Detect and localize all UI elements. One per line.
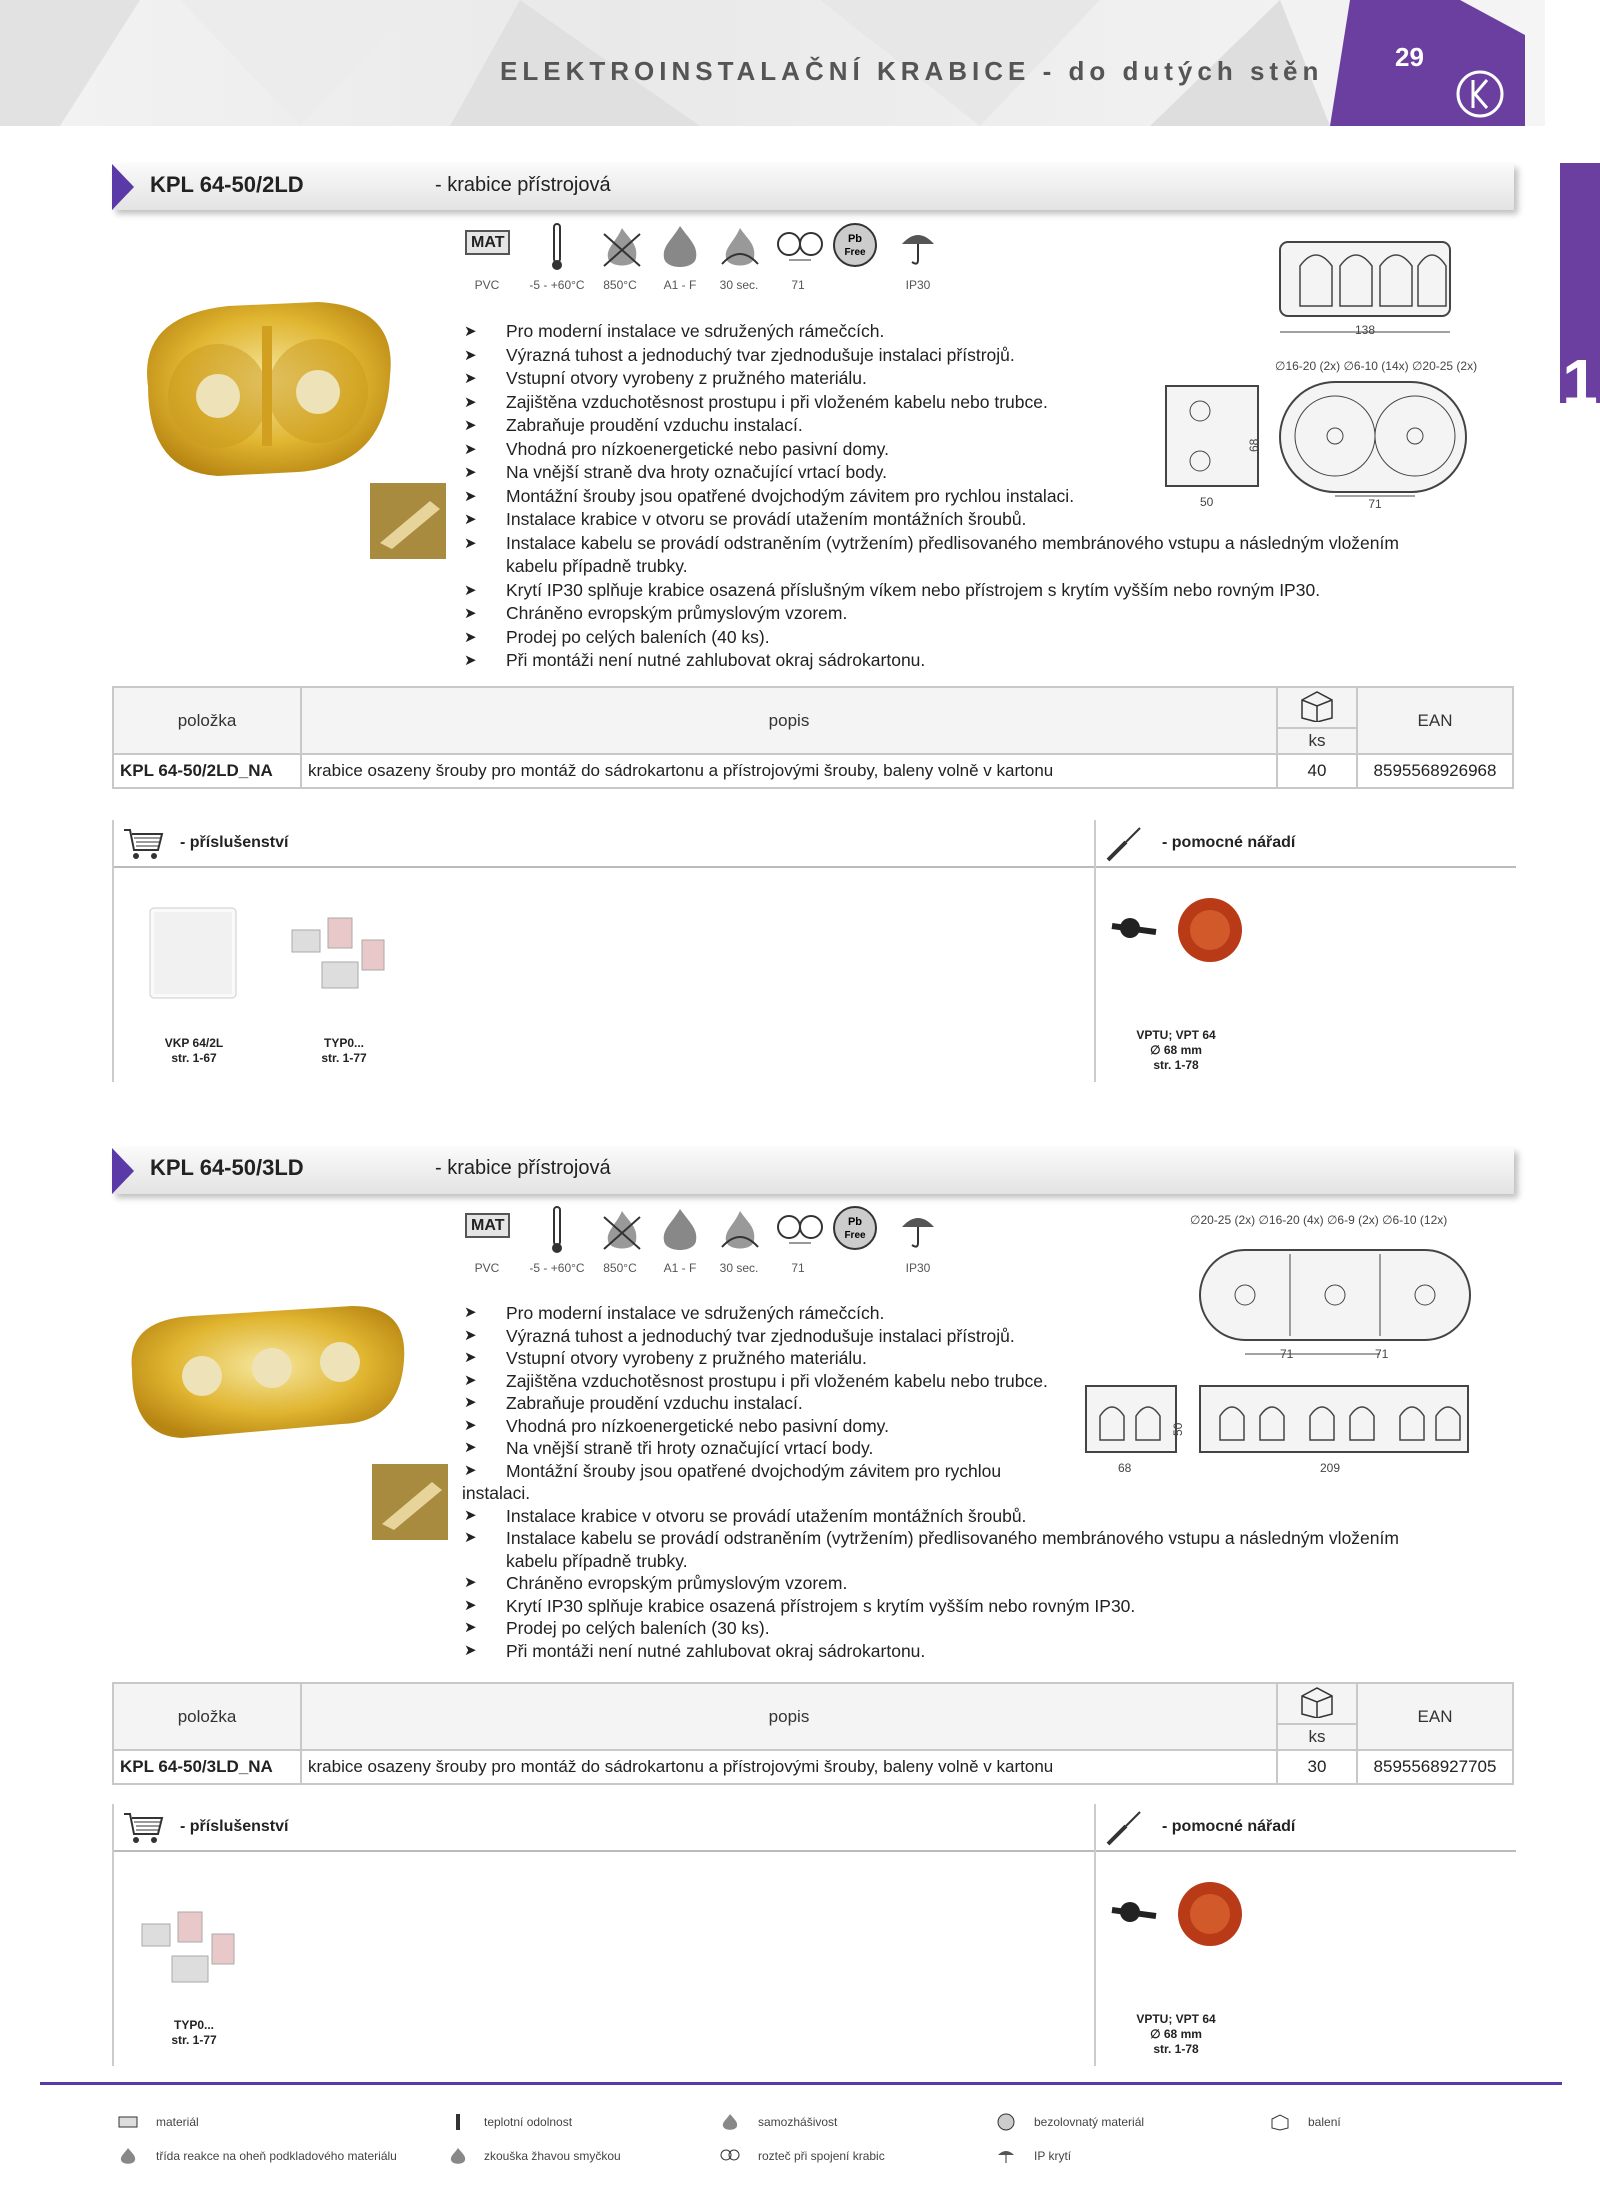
feature-list: ➤ Pro moderní instalace ve sdružených rámečcích. ➤ Výrazná tuhost a jednoduchý tvar zjednodušuje instalaci přístrojů. ➤ Vstupní otvory vyrobeny z pružného materiálu. ➤ Zajištěna vzduchotěsnost prostupu i při vloženém kabelu nebo trubce. ➤ Zabraňuje proudění vzduchu instalací. ➤ Vhodná pro nízkoenergetické nebo pasivní domy. ➤ Na vnější straně tři hroty označující vrtací body. ➤ Montážní šrouby jsou opatřené dvojchodým závitem pro rychlou instalaci. ➤ Instalace krabice v otvoru se provádí utažením montážních šroubů. ➤ Instalace kabelu se provádí odstraněním (vytržením) předlisovaného membránového vstupu a následným vložením kabelu případně trubky. ➤ Chráněno evropským průmyslovým vzorem. ➤ Krytí IP30 splňuje krabice osazená přístrojem s krytím vyšším nebo rovným IP30. ➤ Prodej po celých baleních (30 ks). ➤ Při montáži není nutné zahlubovat okraj sádrokartonu. [462, 1302, 1462, 1662]
drill-bit-image [1106, 1870, 1256, 1960]
product-image [128, 296, 408, 486]
feature-list: ➤ Pro moderní instalace ve sdružených rámečcích. ➤ Výrazná tuhost a jednoduchý tvar zjednodušuje instalaci přístrojů. ➤ Vstupní otvory vyrobeny z pružného materiálu. ➤ Zajištěna vzduchotěsnost prostupu i při vloženém kabelu nebo trubce. ➤ Zabraňuje proudění vzduchu instalací. ➤ Vhodná pro nízkoenergetické nebo pasivní domy. ➤ Na vnější straně dva hroty označující vrtací body. ➤ Montážní šrouby jsou opatřené dvojchodým závitem pro rychlou instalaci. ➤ Instalace krabice v otvoru se provádí utažením montážních šroubů. ➤ Instalace kabelu se provádí odstraněním (vytržením) předlisovaného membránového vstupu a následným vložením kabelu případně trubky. ➤ Krytí IP30 splňuje krabice osazená příslušným víkem nebo přístrojem s krytím vyšším nebo rovným IP30. ➤ Chráněno evropským průmyslovým vzorem. ➤ Prodej po celých baleních (40 ks). ➤ Při montáži není nutné zahlubovat okraj sádrokartonu. [462, 320, 1462, 673]
connector-image [134, 1904, 244, 1994]
page-number: 29 [1395, 42, 1424, 72]
self-extinguishing-icon [600, 1207, 644, 1253]
table-row: KPL 64-50/2LD_NA [113, 754, 301, 788]
page-title: ELEKTROINSTALAČNÍ KRABICE - do dutých stěn [500, 56, 1324, 86]
svg-text:Free: Free [844, 1230, 866, 1241]
box-icon [1270, 2113, 1290, 2131]
glow-wire-icon [448, 2147, 468, 2165]
accessories-panel: - příslušenství TYP0... str. 1-77 [112, 1804, 1114, 2066]
glow-wire-icon [718, 224, 762, 270]
lead-free-icon [996, 2113, 1016, 2131]
svg-text:Pb: Pb [847, 1216, 863, 1228]
connector-image [284, 910, 394, 1000]
lead-free-icon [832, 1205, 878, 1251]
svg-text:71: 71 [1375, 1347, 1389, 1361]
product-code: KPL 64-50/3LD [150, 1155, 304, 1180]
product-type: - krabice přístrojová [435, 1157, 611, 1179]
ip-rating-icon [996, 2147, 1016, 2165]
fire-class-icon [118, 2147, 138, 2165]
box-spacing-icon [776, 1213, 824, 1253]
screw-detail-image [372, 1464, 448, 1540]
material-icon [118, 2113, 138, 2131]
fire-class-icon [658, 1207, 702, 1253]
svg-text:71: 71 [1280, 1347, 1294, 1361]
svg-text:138: 138 [1354, 323, 1376, 337]
svg-text:50: 50 [1200, 495, 1214, 509]
thermometer-icon [547, 1205, 567, 1255]
section-header-bar [112, 164, 1514, 210]
svg-text:71: 71 [1368, 497, 1382, 511]
thermometer-icon [448, 2113, 468, 2131]
chapter-number: 1 [1562, 346, 1598, 418]
product-table: položka popis EAN ks KPL 64-50/3LD_NA krabice osazeny šrouby pro montáž do sádrokartonu a přístrojovými šrouby, baleny volně v kartonu 30 8595568927705 [112, 1682, 1514, 1785]
ip-rating-icon [898, 1209, 938, 1253]
table-row: KPL 64-50/3LD_NA [113, 1750, 301, 1784]
box-spacing-icon [776, 230, 824, 270]
svg-text:Free: Free [844, 247, 866, 258]
cart-icon [122, 826, 164, 862]
product-table: položka popis EAN ks KPL 64-50/2LD_NA krabice osazeny šrouby pro montáž do sádrokartonu a přístrojovými šrouby, baleny volně v kartonu 40 8595568926968 [112, 686, 1514, 789]
svg-text:209: 209 [1319, 1461, 1341, 1475]
svg-text:∅16-20 (2x) ∅6-10 (14x) ∅20-: ∅16-20 (2x) ∅6-10 (14x) ∅20-25 (2x) [1275, 359, 1478, 373]
section-arrow-icon [112, 164, 134, 210]
accessories-panel: - příslušenství VKP 64/2L str. 1-67 TYP0... str. 1-77 [112, 820, 1114, 1082]
lead-free-icon [832, 222, 878, 268]
product-image [122, 1300, 412, 1450]
cart-icon [122, 1810, 164, 1846]
product-type: - krabice přístrojová [435, 174, 611, 196]
svg-text:50: 50 [1171, 1422, 1185, 1436]
technical-drawing [1160, 236, 1510, 516]
footer-divider [40, 2082, 1562, 2085]
self-extinguishing-icon [720, 2113, 740, 2131]
glow-wire-icon [718, 1207, 762, 1253]
svg-text:68: 68 [1247, 438, 1261, 452]
legend: materiál teplotní odolnost samozhášivost bezolovnatý materiál balení třída reakce na oheň podkladového materiálu zkouška žhavou smyčkou rozteč při spojení krabic IP krytí [118, 2113, 1418, 2173]
thermometer-icon [547, 222, 567, 272]
svg-text:Pb: Pb [847, 233, 863, 245]
ip-rating-icon [898, 226, 938, 270]
cover-image [144, 904, 244, 1004]
box-icon [1277, 1683, 1357, 1724]
self-extinguishing-icon [600, 224, 644, 270]
tools-panel: - pomocné nářadí VPTU; VPT 64 ∅ 68 mm str. 1-78 [1094, 820, 1516, 1082]
tools-panel: - pomocné nářadí VPTU; VPT 64 ∅ 68 mm str. 1-78 [1094, 1804, 1516, 2066]
technical-drawing [1080, 1210, 1520, 1480]
box-icon [1277, 687, 1357, 728]
screw-detail-image [370, 483, 446, 559]
screwdriver-icon [1104, 824, 1144, 864]
material-icon: MAT [465, 1213, 510, 1238]
section-arrow-icon [112, 1148, 134, 1194]
drill-bit-image [1106, 886, 1256, 976]
svg-text:∅20-25 (2x) ∅16-20 (4x) ∅6-9 (: ∅20-25 (2x) ∅16-20 (4x) ∅6-9 (2x) ∅6-10 (12x) [1190, 1213, 1448, 1227]
section-header-bar [112, 1148, 1514, 1194]
box-spacing-icon [720, 2147, 740, 2165]
page-number-tab [1330, 0, 1525, 126]
screwdriver-icon [1104, 1808, 1144, 1848]
svg-text:68: 68 [1118, 1461, 1132, 1475]
product-code: KPL 64-50/2LD [150, 172, 304, 197]
fire-class-icon [658, 224, 702, 270]
material-icon: MAT [465, 230, 510, 255]
